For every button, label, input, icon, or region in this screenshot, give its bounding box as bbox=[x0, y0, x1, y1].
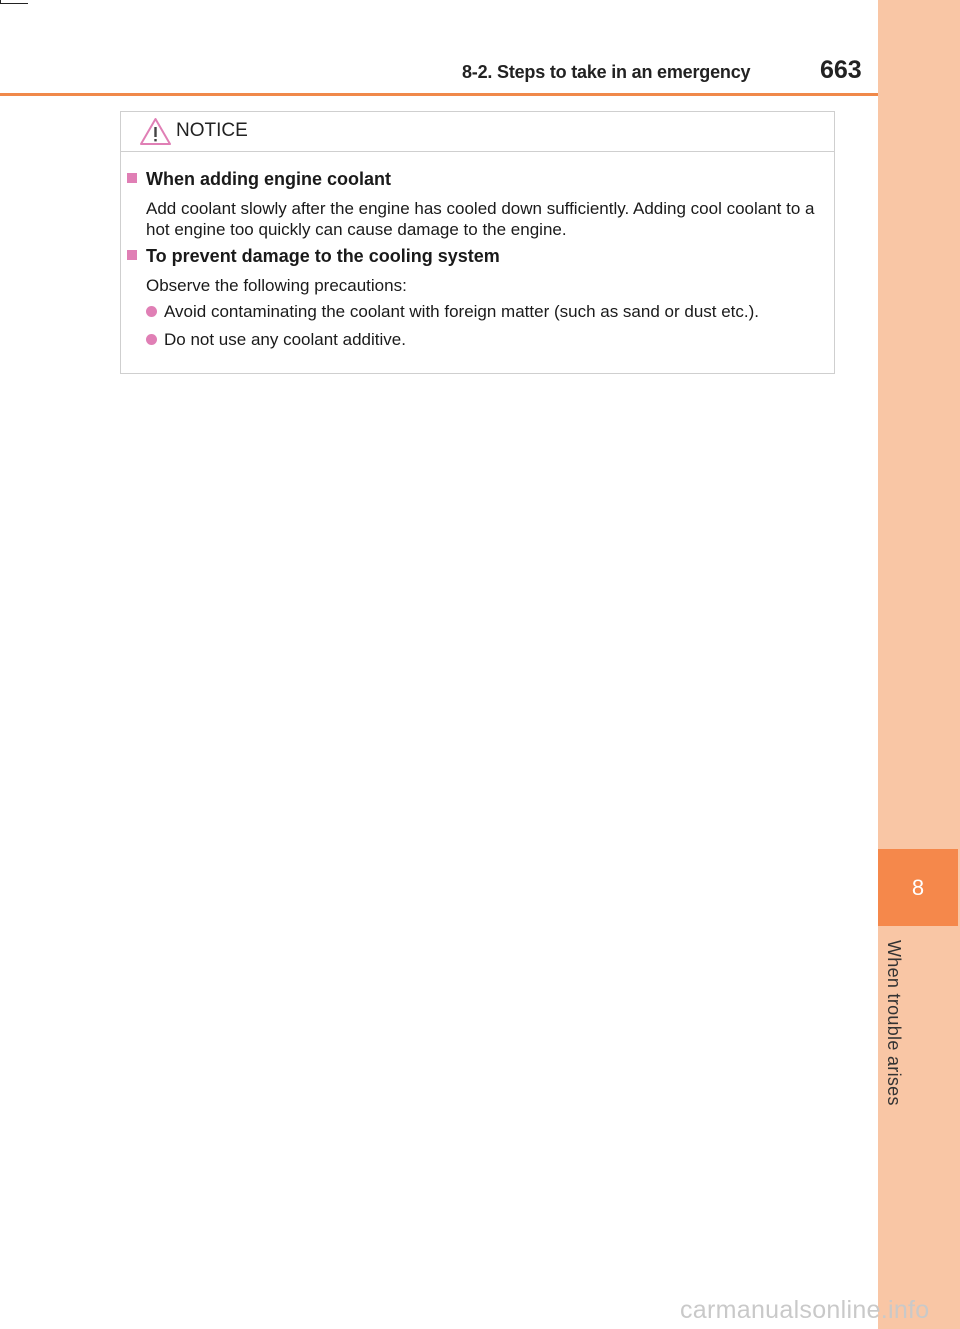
chapter-number-box bbox=[878, 849, 958, 926]
header-rule bbox=[0, 93, 878, 96]
square-bullet-icon bbox=[127, 250, 137, 260]
warning-triangle-icon bbox=[139, 117, 172, 146]
crop-mark bbox=[0, 3, 28, 4]
section-title-adding-coolant: When adding engine coolant bbox=[127, 169, 391, 190]
section-title-cooling-system: To prevent damage to the cooling system bbox=[127, 246, 500, 267]
side-tab bbox=[878, 0, 960, 1329]
notice-header bbox=[121, 112, 834, 152]
section-text-cooling-system: Observe the following precautions: bbox=[146, 276, 407, 295]
round-bullet-icon bbox=[146, 306, 157, 317]
list-item: Avoid contaminating the coolant with foreign matter (such as sand or dust etc.). bbox=[146, 302, 759, 322]
notice-box bbox=[120, 111, 835, 374]
square-bullet-icon bbox=[127, 173, 137, 183]
chapter-number: 8 bbox=[911, 874, 925, 900]
section-header-title: 8-2. Steps to take in an emergency bbox=[462, 62, 751, 82]
round-bullet-icon bbox=[146, 334, 157, 345]
page-number: 663 bbox=[820, 56, 862, 84]
chapter-label: When trouble arises bbox=[884, 940, 904, 1106]
section-text-adding-coolant: Add coolant slowly after the engine has cooled down sufficiently. Adding cool coolant to a hot engine too quickly can cause damage to the engine. bbox=[146, 199, 815, 239]
notice-label: NOTICE bbox=[176, 120, 248, 141]
list-item: Do not use any coolant additive. bbox=[146, 330, 406, 350]
watermark: carmanualsonline.info bbox=[680, 1296, 930, 1324]
